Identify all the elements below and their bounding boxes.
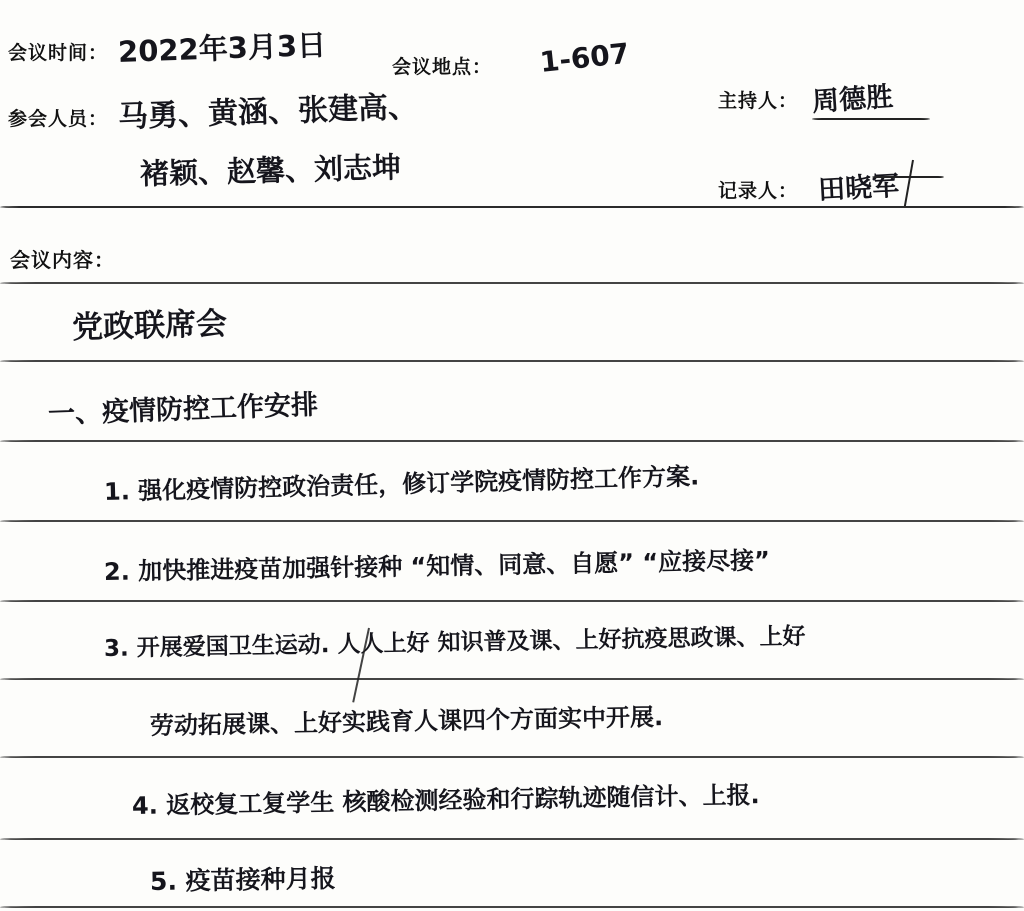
label-recorder: 记录人： (718, 181, 799, 202)
body-line-item-3b: 劳动拓展课、上好实践育人课四个方面实中开展. (149, 703, 664, 740)
label-host: 主持人： (718, 91, 799, 112)
rule-line-8 (0, 838, 1024, 840)
body-line-item-2: 2. 加快推进疫苗加强针接种 “知情、同意、自愿” “应接尽接” (103, 546, 771, 586)
value-attendees-line2: 褚颖、赵馨、刘志坤 (139, 150, 402, 191)
value-meeting-time: 2022年3月3日 (117, 27, 327, 69)
body-line-title: 党政联席会 (71, 305, 228, 346)
value-host: 周德胜 (811, 81, 895, 118)
rule-line-5 (0, 600, 1024, 602)
value-meeting-place: 1-607 (538, 36, 631, 79)
label-meeting-content: 会议内容： (10, 250, 115, 272)
rule-line-9 (0, 906, 1024, 908)
header-divider (0, 206, 1024, 208)
body-line-item-5: 5. 疫苗接种月报 (149, 863, 336, 896)
recorder-stroke (904, 160, 914, 208)
label-meeting-time: 会议时间： (8, 43, 109, 64)
rule-line-7 (0, 756, 1024, 758)
body-line-section-1: 一、疫情防控工作安排 (47, 389, 319, 430)
host-underline (812, 118, 930, 120)
rule-line-6 (0, 678, 1024, 680)
value-recorder: 田晓军 (817, 170, 900, 206)
body-line-item-3a: 3. 开展爱国卫生运动. 人人上好 知识普及课、上好抗疫思政课、上好 (103, 623, 806, 662)
body-line-item-1: 1. 强化疫情防控政治责任，修订学院疫情防控工作方案. (103, 462, 700, 506)
label-meeting-place: 会议地点： (392, 57, 493, 78)
rule-line-4 (0, 520, 1024, 522)
value-attendees-line1: 马勇、黄涵、张建高、 (117, 89, 419, 135)
rule-line-1 (0, 282, 1024, 284)
rule-line-3 (0, 440, 1024, 442)
label-attendees: 参会人员： (8, 109, 109, 130)
rule-line-2 (0, 360, 1024, 362)
body-line-item-4: 4. 返校复工复学生 核酸检测经验和行踪轨迹随信计、上报. (131, 781, 760, 820)
